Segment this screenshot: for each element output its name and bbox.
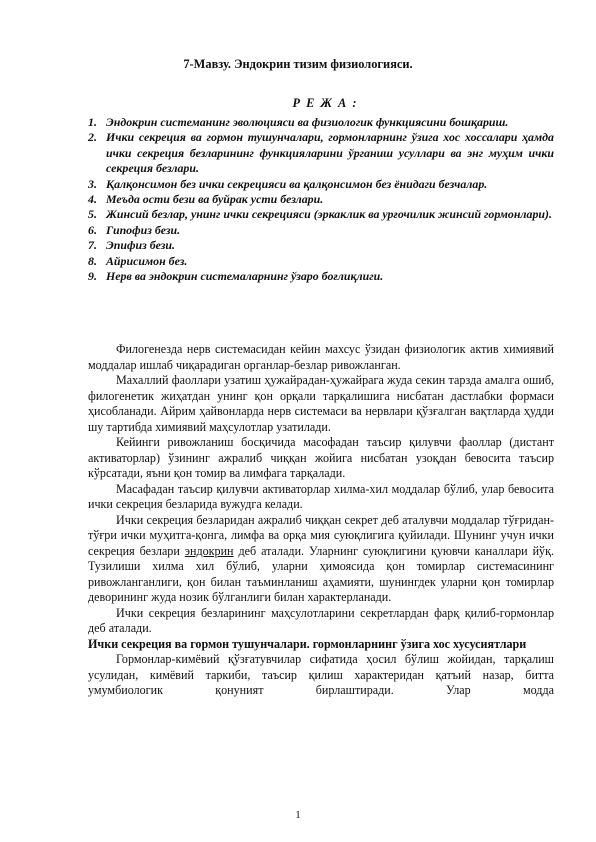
plan-item	[88, 177, 554, 192]
plan-item-number: 7.	[88, 238, 97, 253]
plan-item-text: Эндокрин системанинг эволюцияси ва физиологик функциясини бошқариш.	[106, 115, 509, 129]
plan-item	[88, 115, 554, 130]
plan-item	[88, 130, 554, 176]
plan-item-number: 8.	[88, 253, 97, 268]
plan-item	[88, 223, 554, 238]
body-paragraph: Гормонлар-кимёвий қўзғатувчилар сифатида ҳосил бўлиш жойидан, тарқалиш усулидан, кимёвий таркиби, таъсир қилиш характеридан қатъий назар, битта умумбиологик қонуният бирлаштиради. Улар модда	[88, 652, 554, 697]
plan-heading: Р Е Ж А :	[292, 96, 358, 110]
plan-list	[88, 115, 554, 284]
paragraph-text: Ички секреция безларидан ажралиб чиққан секрет деб аталувчи моддалар тўғридан-тўғри ички муҳитга-қонга, лимфа ва орқа мия суюқлигига қуйилади. Шунинг учун ички секреция безлари	[88, 512, 554, 558]
plan-item-text: Жинсий безлар, унинг ички секрецияси (эркаклик ва урғочилик жинсий гормонлари).	[106, 207, 552, 222]
body-paragraph: Кейинги ривожланиш босқичида масофадан таъсир қилувчи фаоллар (дистант активаторлар) ўзининг ажралиб чиққан жойига нисбатан узоқдан бевосита таъсир кўрсатади, яъни қон томир ва лимфага тарқалади.	[88, 435, 554, 480]
plan-item-number: 3.	[88, 176, 97, 191]
plan-item-number: 6.	[88, 222, 97, 237]
document-body	[88, 342, 554, 699]
document-title: 7-Мавзу. Эндокрин тизим физиологияси.	[183, 57, 413, 71]
plan-item-text: Айрисимон без.	[106, 253, 188, 268]
plan-item-text: Қалқонсимон без ички секрецияси ва қалқонсимон без ёнидаги безчалар.	[106, 176, 488, 191]
plan-item-text: Гипофиз бези.	[106, 222, 181, 237]
body-paragraph	[88, 513, 554, 606]
plan-item	[88, 254, 554, 269]
plan-item-number: 4.	[88, 192, 97, 207]
plan-item-number: 5.	[88, 207, 97, 222]
paragraph-text: деб аталади. Уларнинг суюқлигини қуювчи каналлари йўқ. Тузилиши хилма хил бўлиб, уларни ҳимоясида қон томирлар системасининг ривожланганлиги, қон билан таъминланиш аҳамияти, шунингдек уларни қон томирлар деворининг жуда нозик бўлганлиги билан характерланади.	[88, 543, 554, 604]
plan-item-text: Меъда ости бези ва буйрак усти безлари.	[106, 192, 324, 207]
plan-item-number: 9.	[88, 269, 97, 284]
plan-item	[88, 192, 554, 207]
page-number: 1	[295, 809, 301, 821]
plan-item	[88, 207, 554, 222]
body-paragraph: Филогенезда нерв системасидан кейин махсус ўзидан физиологик актив химиявий моддалар ишлаб чиқарадиган органлар-безлар ривожланган.	[88, 342, 554, 372]
body-paragraph: Махаллий фаоллари узатиш ҳужайрадан-ҳужайрага жуда секин тарзда амалга ошиб, филогенетик жиҳатдан унинг қон орқали тарқалишига нисбатан дастлабки формаси ҳисобланади. Айрим ҳайвонларда нерв системаси ва нервлари қўзғалган вақтларда ҳудди шу тартибда химиявий маҳсулотлар узатилади.	[88, 373, 554, 434]
body-paragraph: Масафадан таъсир қилувчи активаторлар хилма-хил моддалар бўлиб, улар бевосита ички секреция безларида вужудга келади.	[88, 481, 554, 511]
plan-item-text: Нерв ва эндокрин системаларнинг ўзаро боғлиқлиги.	[106, 269, 384, 284]
section-heading: Ички секреция ва гормон тушунчалари. гормонларнинг ўзига хос хусусиятлари	[88, 636, 527, 651]
body-paragraph: Ички секреция безларининг маҳсулотларини секретлардан фарқ қилиб-гормонлар деб аталади.	[88, 605, 554, 635]
plan-item	[88, 269, 554, 284]
underlined-term: эндокрин	[184, 543, 234, 558]
plan-item-number: 2.	[88, 130, 97, 145]
plan-item-text: Ички секреция ва гормон тушунчалари, гормонларнинг ўзига хос хоссалари ҳамда ички секреция безларининг функцияларини ўрганиш усуллари ва энг муҳим ички секреция безлари.	[106, 130, 554, 176]
plan-item-number: 1.	[88, 115, 97, 129]
plan-item-text: Эпифиз бези.	[106, 238, 175, 253]
plan-item	[88, 238, 554, 253]
